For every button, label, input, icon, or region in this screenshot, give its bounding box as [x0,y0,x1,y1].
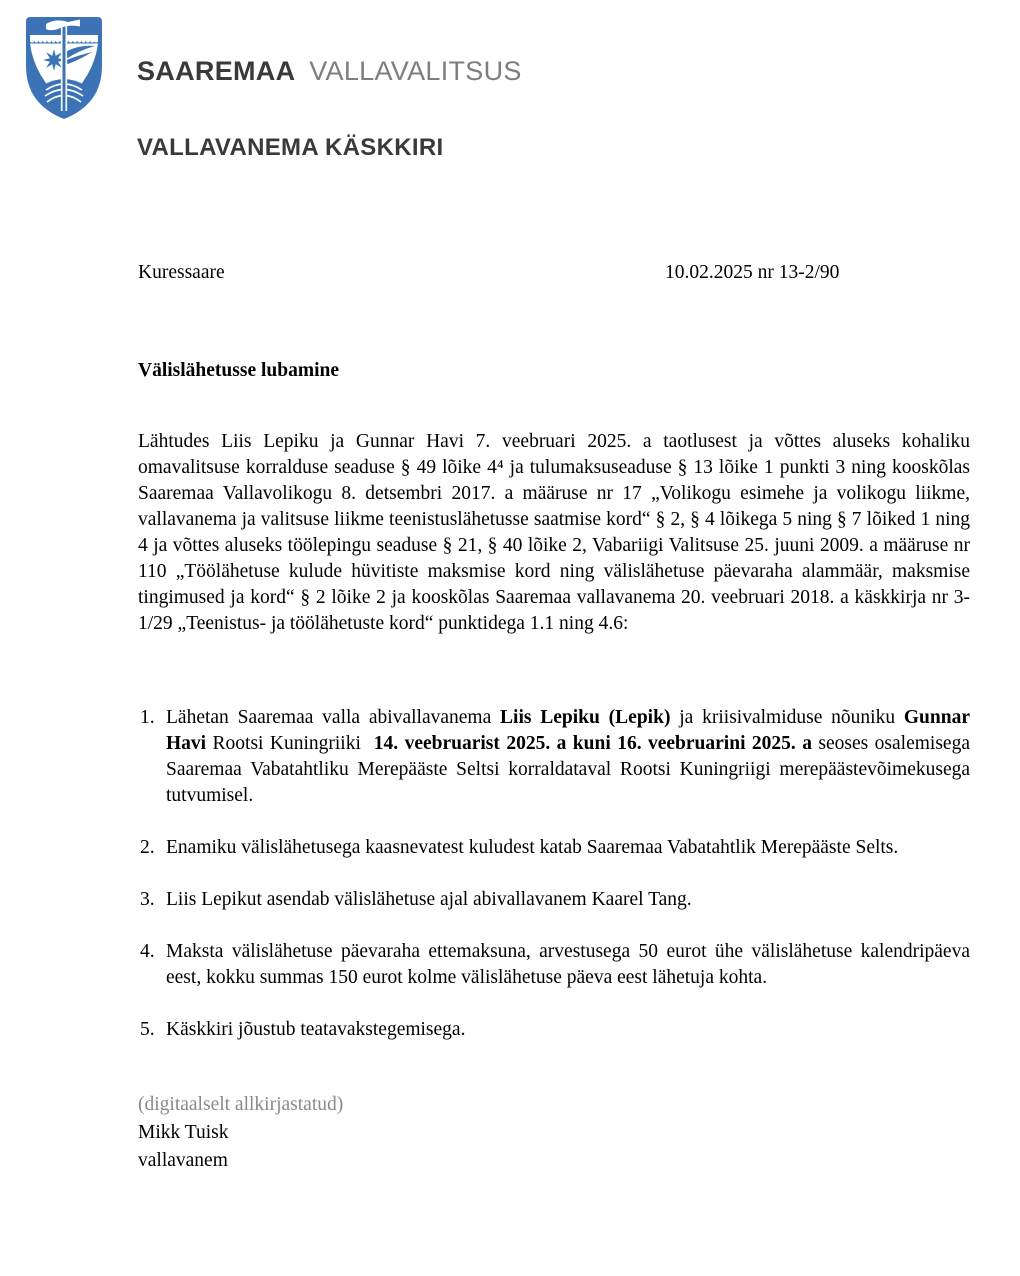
item-number: 5. [140,1019,155,1040]
list-item [138,835,970,861]
subject-title: Välislähetusse lubamine [138,360,339,381]
item-text-segment-bold: Liis Lepiku (Lepik) [500,707,671,728]
signer-title: vallavanem [138,1150,228,1171]
document-type-heading: VALLAVANEMA KÄSKKIRI [137,134,444,161]
org-name-primary: SAAREMAA [137,56,296,86]
item-text-segment-bold: Gunnar Havi [166,707,970,754]
item-text-segment-bold: 14. veebruarist 2025. a kuni 16. veebruarini 2025. a [373,733,812,754]
item-text: Liis Lepikut asendab välislähetuse ajal abivallavanem Kaarel Tang. [166,889,692,910]
list-item [138,705,970,809]
digital-signature-note: (digitaalselt allkirjastatud) [138,1094,344,1115]
list-item [138,939,970,991]
signer-name: Mikk Tuisk [138,1122,229,1143]
preamble-paragraph: Lähtudes Liis Lepiku ja Gunnar Havi 7. veebruari 2025. a taotlusest ja võttes aluseks kohaliku omavalitsuse korralduse seaduse § 49 lõike 4⁴ ja tulumaksuseaduse § 13 lõike 1 punkti 3 ning kooskõlas Saaremaa Vallavolikogu 8. detsembri 2017. a määruse nr 17 „Volikogu esimehe ja volikogu liikme, vallavanema ja valitsuse liikme teenistuslähetusse saatmise kord“ § 2, § 4 lõikega 5 ning § 7 lõiked 1 ning 4 ja võttes aluseks töölepingu seaduse § 21, § 40 lõike 2, Vabariigi Valitsuse 25. juuni 2009. a määruse nr 110 „Töölähetuse kulude hüvitiste maksmise kord ning välislähetuse päevaraha alammäär, maksmise tingimused ja kord“ § 2 lõike 2 ja kooskõlas Saaremaa vallavanema 20. veebruari 2018. a käskkirja nr 3-1/29 „Teenistus- ja töölähetuste kord“ punktidega 1.1 ning 4.6: [138,431,970,634]
place-label: Kuressaare [138,262,225,283]
list-item [138,887,970,913]
list-item [138,1017,970,1043]
org-name-secondary: VALLAVALITSUS [309,56,522,86]
directive-items [138,705,970,1069]
item-text-segment: Rootsi Kuningriiki [206,733,374,754]
item-text-segment: seoses osalemisega Saaremaa Vabatahtliku Merepääste Seltsi korraldataval Rootsi Kuningriigi merepäästevõimekusega tutvumisel. [166,733,970,806]
item-text-segment: ja kriisivalmiduse nõuniku [670,707,904,728]
item-number: 1. [140,707,155,728]
item-number: 2. [140,837,155,858]
meta-row [138,262,970,284]
item-number: 3. [140,889,155,910]
item-text: Maksta välislähetuse päevaraha ettemaksuna, arvestusega 50 eurot ühe välislähetuse kalendripäeva eest, kokku summas 150 eurot kolme välislähetuse päeva eest lähetuja kohta. [166,941,970,988]
signature-block [138,1091,343,1175]
org-name [137,56,522,87]
item-number: 4. [140,941,155,962]
item-text: Enamiku välislähetusega kaasnevatest kuludest katab Saaremaa Vabatahtlik Merepääste Selts. [166,837,899,858]
item-text: Käskkiri jõustub teatavakstegemisega. [166,1019,466,1040]
saaremaa-coat-of-arms-icon [22,14,106,122]
date-and-number: 10.02.2025 nr 13-2/90 [665,262,840,283]
item-text-segment: Lähetan Saaremaa valla abivallavanema [166,707,501,728]
